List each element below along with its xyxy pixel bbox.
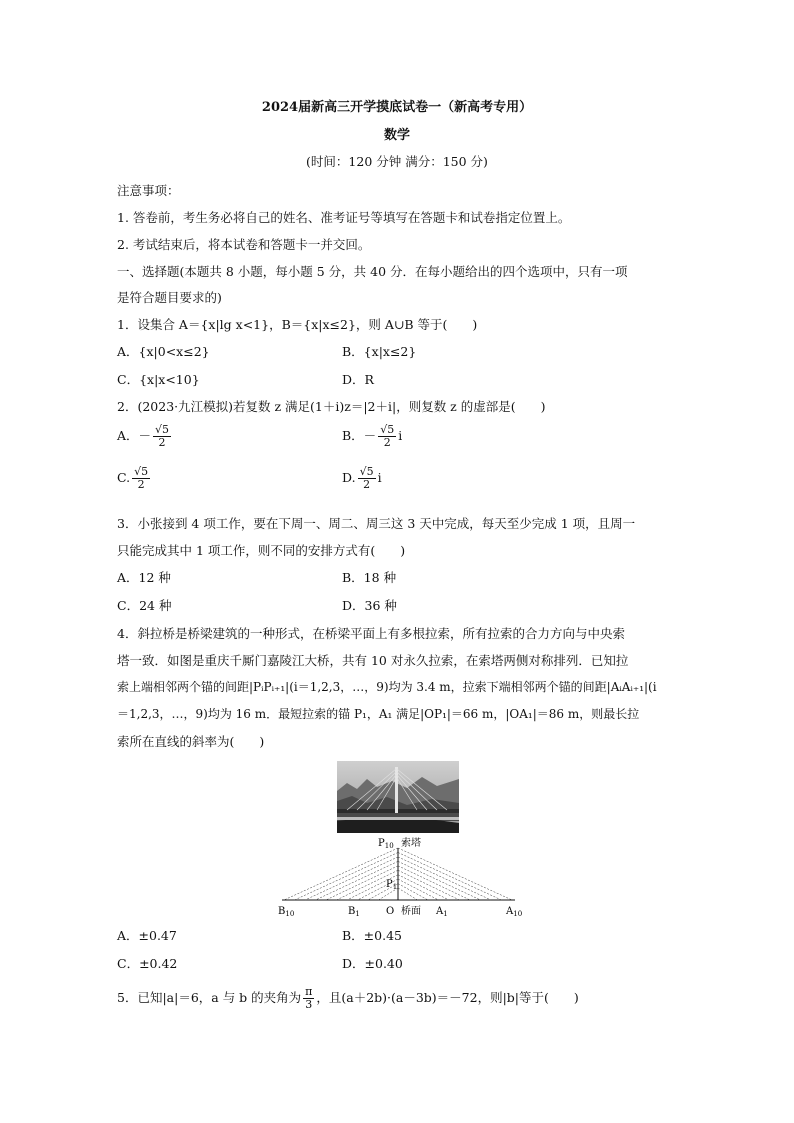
q4-option-b: B．±0.45 bbox=[342, 928, 402, 943]
q4-option-c: C．±0.42 bbox=[117, 956, 178, 971]
q4-stem-3: 索上端相邻两个锚的间距|PᵢPᵢ₊₁|(i＝1,2,3，…，9)均为 3.4 m，拉索下端相邻两个锚的间距|AᵢAᵢ₊₁|(i bbox=[117, 680, 657, 694]
cable-left bbox=[305, 857, 398, 900]
q1-option-b: B．{x|x≤2} bbox=[342, 344, 417, 359]
label-o: O bbox=[386, 906, 395, 917]
q4-stem-1: 4．斜拉桥是桥梁建筑的一种形式，在桥梁平面上有多根拉索，所有拉索的合力方向与中央索 bbox=[117, 626, 625, 641]
q4-stem-4: ＝1,2,3，…，9)均为 16 m．最短拉索的锚 P₁，A₁ 满足|OP₁|＝66 m，|OA₁|＝86 m，则最长拉 bbox=[117, 707, 640, 721]
cable-left bbox=[295, 852, 399, 900]
notes-heading: 注意事项： bbox=[117, 183, 180, 198]
q3-option-b: B．18 种 bbox=[342, 570, 397, 585]
cable-right bbox=[398, 888, 418, 900]
q2-option-c: C. $\frac{√5}{2}$ bbox=[117, 465, 149, 492]
cable-right bbox=[398, 875, 449, 900]
q4-option-d: D．±0.40 bbox=[342, 956, 403, 971]
section1-instruction-cont: 是符合题目要求的) bbox=[117, 290, 222, 305]
q1-option-c: C．{x|x<10} bbox=[117, 372, 200, 387]
label-b10: $B_{10}$ bbox=[278, 906, 295, 918]
label-deck: 桥面 bbox=[401, 906, 421, 917]
label-tower: 索塔 bbox=[401, 838, 421, 849]
note-item-2: 2. 考试结束后，将本试卷和答题卡一并交回。 bbox=[117, 237, 371, 252]
q3-option-d: D．36 种 bbox=[342, 598, 397, 613]
cable-right bbox=[398, 879, 439, 900]
q2-option-d: D. $\frac{√5}{2}$ i bbox=[342, 465, 382, 492]
q3-stem: 3．小张接到 4 项工作，要在下周一、周二、周三这 3 天中完成，每天至少完成 1 项，且周一 bbox=[117, 516, 636, 531]
label-b1: $B_1$ bbox=[348, 906, 360, 918]
exam-time-info: (时间：120 分钟 满分：150 分) bbox=[306, 154, 488, 169]
q3-option-c: C．24 种 bbox=[117, 598, 172, 613]
q4-stem-2: 塔一致．如图是重庆千厮门嘉陵江大桥，共有 10 对永久拉索，在索塔两侧对称排列．已知拉 bbox=[117, 653, 629, 668]
cable-right bbox=[398, 861, 481, 900]
cable-right bbox=[398, 866, 470, 900]
q2-stem: 2．(2023·九江模拟)若复数 z 满足(1＋i)z＝|2＋i|，则复数 z 的虚部是( ) bbox=[117, 399, 546, 414]
q1-option-d: D．R bbox=[342, 372, 374, 387]
q4-option-a: A．±0.47 bbox=[117, 928, 177, 943]
q2-option-a: A．－ $\frac{√5}{2}$ bbox=[117, 423, 170, 450]
q1-stem: 1．设集合 A＝{x|lg x<1}，B＝{x|x≤2}，则 A∪B 等于( ) bbox=[117, 317, 478, 332]
bridge-photo bbox=[337, 761, 459, 833]
exam-subject: 数学 bbox=[383, 128, 410, 143]
cable-right bbox=[398, 852, 502, 900]
cable-right bbox=[398, 884, 428, 900]
exam-title: 2024届新高三开学摸底试卷一（新高考专用） bbox=[261, 100, 533, 115]
label-a10: $A_{10}$ bbox=[506, 906, 523, 918]
cable-right bbox=[398, 857, 491, 900]
label-p1: $P_1$ bbox=[386, 879, 398, 891]
note-item-1: 1. 答卷前，考生务必将自己的姓名、准考证号等填写在答题卡和试卷指定位置上。 bbox=[117, 210, 571, 225]
cable-diagram bbox=[270, 834, 530, 924]
cable-right bbox=[398, 870, 460, 900]
q5-stem: 5．已知|a|＝6，a 与 b 的夹角为 $\frac{\pi}{3}$ ，且(a＋2b)·(a－3b)＝－72，则|b|等于( ) bbox=[117, 985, 579, 1012]
q3-option-a: A．12 种 bbox=[117, 570, 171, 585]
q2-option-b: B．－ $\frac{√5}{2}$ i bbox=[342, 423, 403, 450]
q3-stem-cont: 只能完成其中 1 项工作，则不同的安排方式有( ) bbox=[117, 543, 406, 558]
label-a1: $A_1$ bbox=[436, 906, 448, 918]
q4-stem-5: 索所在直线的斜率为( ) bbox=[117, 734, 265, 749]
q1-option-a: A．{x|0<x≤2} bbox=[117, 344, 210, 359]
section1-instruction: 一、选择题(本题共 8 小题，每小题 5 分，共 40 分．在每小题给出的四个选项中，只有一项 bbox=[117, 264, 628, 279]
label-p10: $P_{10}$ bbox=[378, 838, 394, 850]
